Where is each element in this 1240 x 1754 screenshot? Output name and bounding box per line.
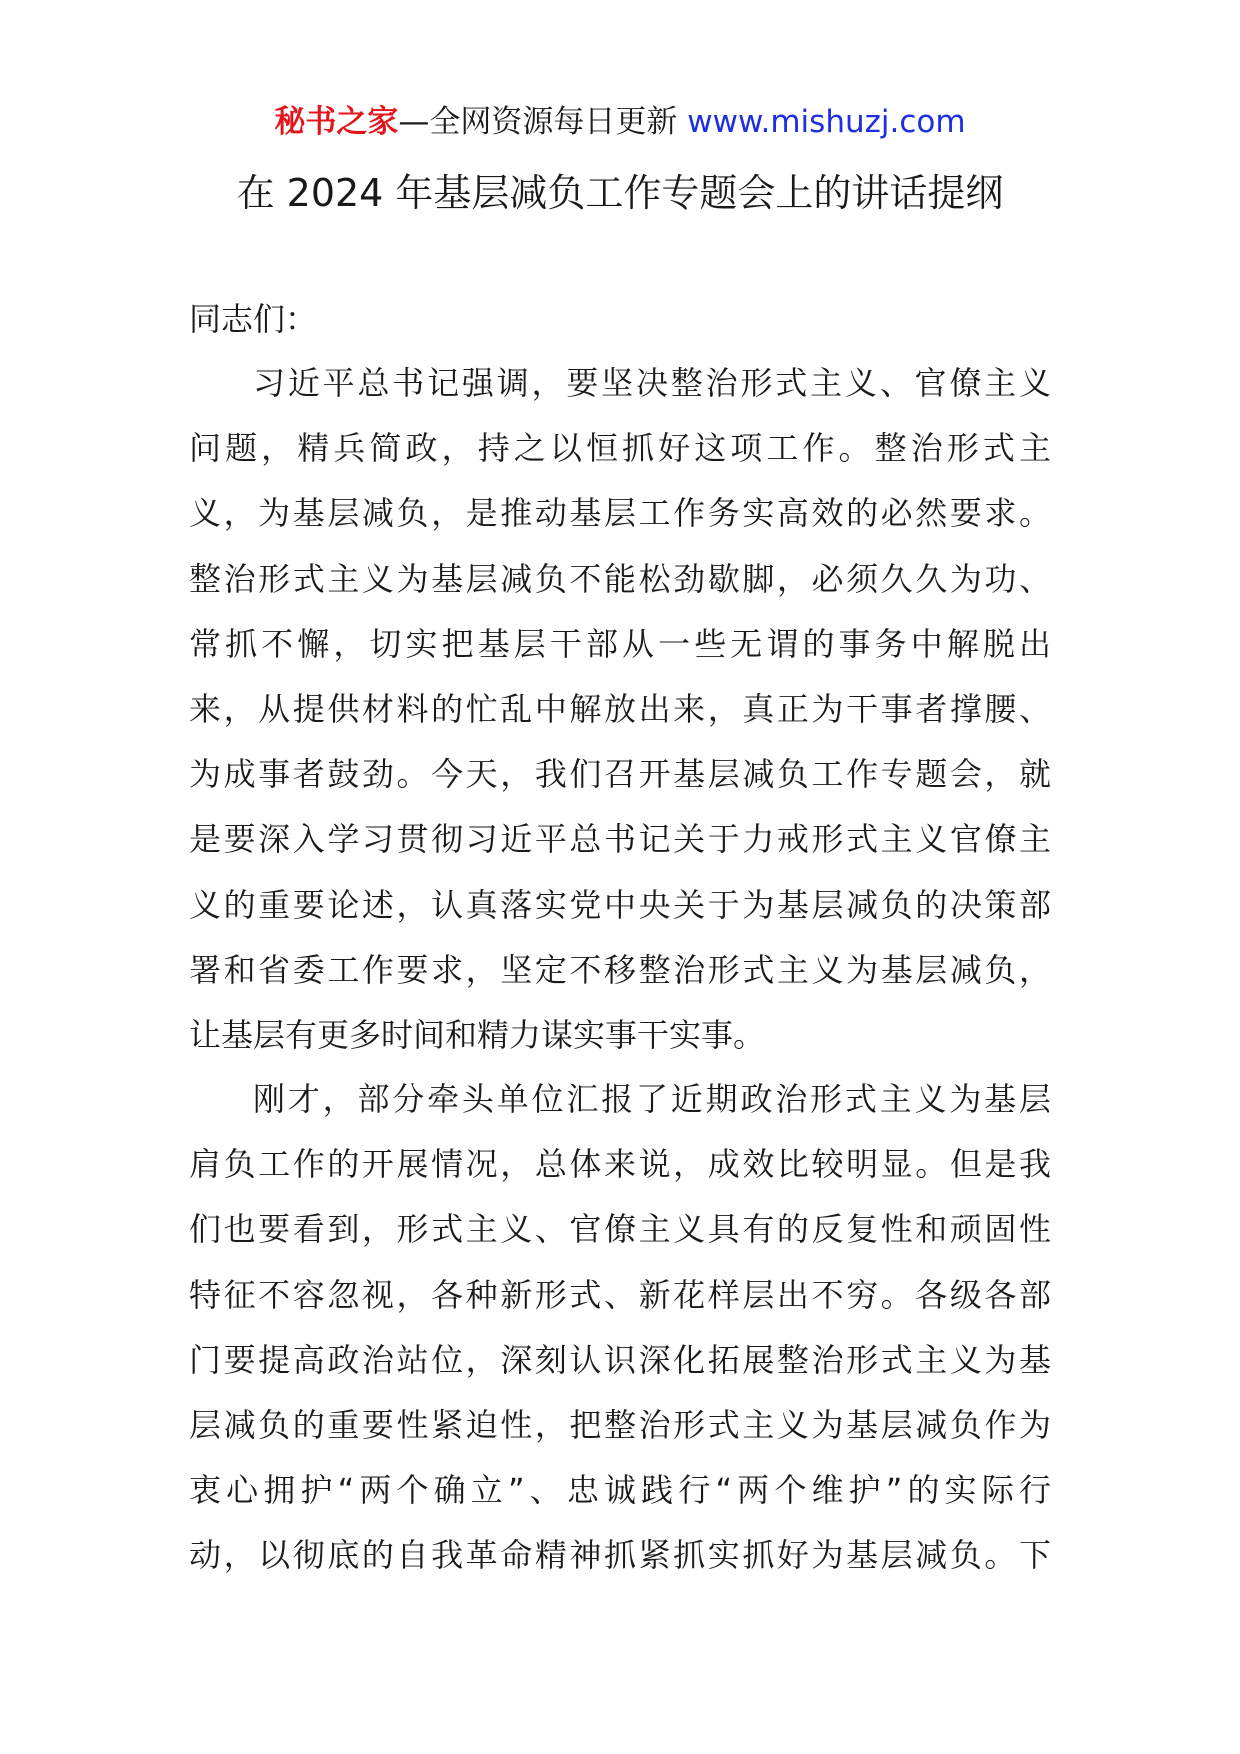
paragraph-line: 衷心拥护“两个确立”、忠诚践行“两个维护”的实际行 [189,1471,1051,1510]
paragraph-line: 为成事者鼓劲。今天，我们召开基层减负工作专题会，就 [189,755,1051,794]
paragraph-line: 整治形式主义为基层减负不能松劲歇脚，必须久久为功、 [189,559,1051,598]
paragraph-line: 肩负工作的开展情况，总体来说，成效比较明显。但是我 [189,1145,1051,1184]
salutation: 同志们： [189,300,318,338]
paragraph-line: 义，为基层减负，是推动基层工作务实高效的必然要求。 [189,494,1051,533]
paragraph-line: 层减负的重要性紧迫性，把整治形式主义为基层减负作为 [189,1405,1051,1444]
paragraph-line: 义的重要论述，认真落实党中央关于为基层减负的决策部 [189,885,1051,924]
site-url-link[interactable]: www.mishuzj.com [687,104,966,140]
paragraph-1 [189,361,1051,1078]
document-title: 在 2024 年基层减负工作专题会上的讲话提纲 [236,171,1004,215]
paragraph-line: 问题，精兵简政，持之以恒抓好这项工作。整治形式主 [189,429,1051,468]
paragraph-line: 来，从提供材料的忙乱中解放出来，真正为干事者撑腰、 [189,689,1051,728]
paragraph-line: 习近平总书记强调，要坚决整治形式主义、官僚主义 [253,364,1051,402]
paragraph-line: 刚才，部分牵头单位汇报了近期政治形式主义为基层 [253,1080,1051,1118]
site-header [0,100,1240,144]
paragraph-2 [189,1077,1051,1599]
paragraph-line: 是要深入学习贯彻习近平总书记关于力戒形式主义官僚主 [189,820,1051,859]
header-tagline: —全网资源每日更新 [398,104,678,140]
paragraph-line: 门要提高政治站位，深刻认识深化拓展整治形式主义为基 [189,1340,1051,1379]
paragraph-line: 让基层有更多时间和精力谋实事干实事。 [189,1015,766,1054]
brand-name: 秘书之家 [274,104,399,140]
paragraph-line: 们也要看到，形式主义、官僚主义具有的反复性和顽固性 [189,1210,1051,1249]
paragraph-line: 特征不容忽视，各种新形式、新花样层出不穷。各级各部 [189,1275,1051,1314]
paragraph-line: 动，以彻底的自我革命精神抓紧抓实抓好为基层减负。下 [189,1536,1051,1575]
paragraph-line: 署和省委工作要求，坚定不移整治形式主义为基层减负， [189,950,1051,989]
paragraph-line: 常抓不懈，切实把基层干部从一些无谓的事务中解脱出 [189,624,1051,663]
